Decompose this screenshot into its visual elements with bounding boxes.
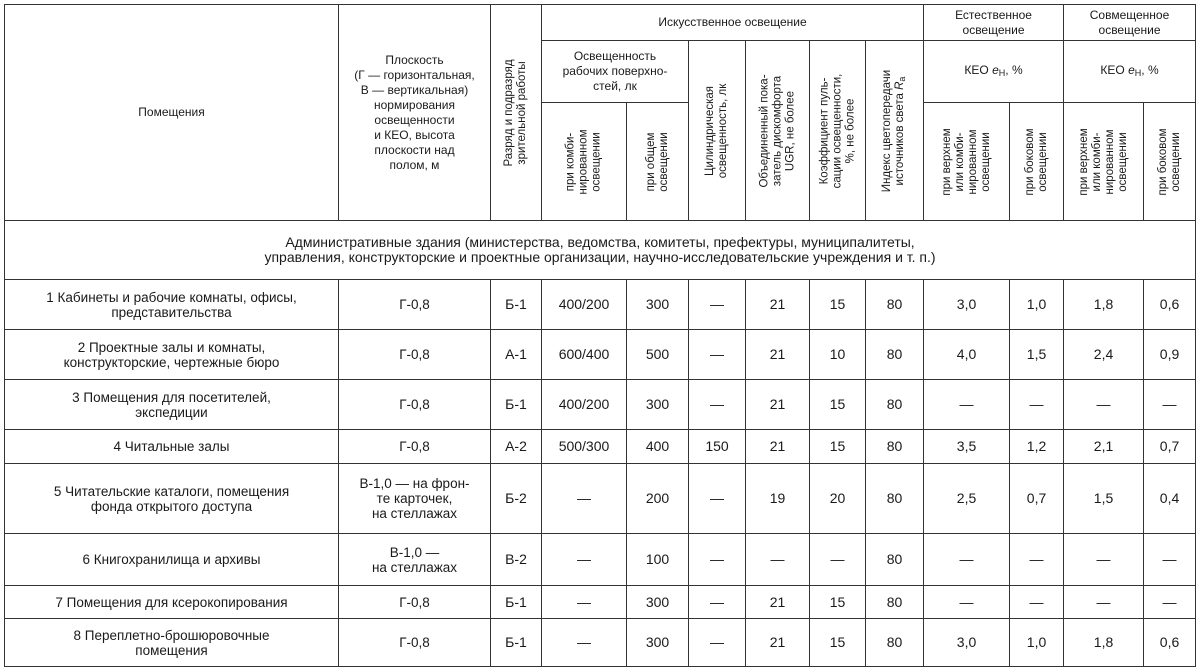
general-cell: 200 (627, 464, 689, 534)
mixed-top-cell: 2,1 (1064, 430, 1144, 464)
table-row (5, 464, 1196, 534)
pulsation-cell: 10 (810, 330, 866, 380)
mixed-top-cell: 1,8 (1064, 280, 1144, 330)
header-natural: Естественное освещение (924, 5, 1064, 41)
ugr-cell: 21 (746, 430, 810, 464)
cylindrical-cell: — (689, 619, 746, 667)
combined-cell: — (542, 534, 627, 586)
grade-cell: Б-1 (491, 586, 542, 619)
general-cell: 300 (627, 380, 689, 430)
natural-top-cell: 4,0 (924, 330, 1010, 380)
general-cell: 300 (627, 586, 689, 619)
mixed-top-cell: — (1064, 586, 1144, 619)
header-mixed-side: при боковом освещении (1144, 103, 1196, 221)
grade-cell: В-2 (491, 534, 542, 586)
natural-top-cell: 3,0 (924, 280, 1010, 330)
pulsation-cell: 15 (810, 280, 866, 330)
table-row (5, 586, 1196, 619)
header-natural-keo: КЕО $e_Н$, % (924, 41, 1064, 103)
header-ugr: Объединенный пока- затель дискомфорта UGR, не более (746, 41, 810, 221)
natural-side-cell: 1,0 (1010, 619, 1064, 667)
cri-cell: 80 (866, 619, 924, 667)
mixed-side-cell: — (1144, 534, 1196, 586)
natural-side-cell: — (1010, 380, 1064, 430)
combined-cell: — (542, 619, 627, 667)
ugr-cell: 21 (746, 280, 810, 330)
cri-cell: 80 (866, 330, 924, 380)
ugr-cell: — (746, 534, 810, 586)
table-row (5, 619, 1196, 667)
table-row (5, 280, 1196, 330)
mixed-side-cell: 0,9 (1144, 330, 1196, 380)
cri-cell: 80 (866, 586, 924, 619)
cri-cell: 80 (866, 430, 924, 464)
pulsation-cell: 20 (810, 464, 866, 534)
room-cell: 4 Читальные залы (5, 430, 339, 464)
cri-cell: 80 (866, 280, 924, 330)
pulsation-cell: 15 (810, 619, 866, 667)
mixed-side-cell: 0,6 (1144, 619, 1196, 667)
general-cell: 100 (627, 534, 689, 586)
natural-top-cell: 2,5 (924, 464, 1010, 534)
header-plane: Плоскость (Г — горизонтальная, В — вертикальная) нормирования освещенности и КЕО, высота плоскости над полом, м (339, 5, 491, 221)
plane-cell: Г-0,8 (339, 380, 491, 430)
mixed-top-cell: 2,4 (1064, 330, 1144, 380)
ugr-cell: 19 (746, 464, 810, 534)
pulsation-cell: 15 (810, 586, 866, 619)
combined-cell: 400/200 (542, 280, 627, 330)
table-row (5, 430, 1196, 464)
plane-cell: Г-0,8 (339, 619, 491, 667)
room-cell: 2 Проектные залы и комнаты, конструкторские, чертежные бюро (5, 330, 339, 380)
natural-top-cell: — (924, 534, 1010, 586)
mixed-side-cell: — (1144, 586, 1196, 619)
pulsation-cell: — (810, 534, 866, 586)
section-row (5, 221, 1196, 280)
mixed-top-cell: — (1064, 534, 1144, 586)
cri-cell: 80 (866, 380, 924, 430)
table-row (5, 534, 1196, 586)
header-rooms: Помещения (5, 5, 339, 221)
natural-top-cell: — (924, 586, 1010, 619)
room-cell: 1 Кабинеты и рабочие комнаты, офисы, представительства (5, 280, 339, 330)
general-cell: 300 (627, 280, 689, 330)
plane-cell: Г-0,8 (339, 280, 491, 330)
natural-top-cell: 3,0 (924, 619, 1010, 667)
plane-cell: В-1,0 — на стеллажах (339, 534, 491, 586)
combined-cell: — (542, 586, 627, 619)
header-natural-top: при верхнем или комби- нированном освещении (924, 103, 1010, 221)
header-grade: Разряд и подразряд зрительной работы (491, 5, 542, 221)
mixed-side-cell: 0,7 (1144, 430, 1196, 464)
mixed-top-cell: — (1064, 380, 1144, 430)
ugr-cell: 21 (746, 619, 810, 667)
general-cell: 400 (627, 430, 689, 464)
mixed-top-cell: 1,8 (1064, 619, 1144, 667)
cylindrical-cell: — (689, 380, 746, 430)
cri-cell: 80 (866, 534, 924, 586)
table-body (5, 5, 1196, 667)
header-pulsation: Коэффициент пуль- сации освещенности, %, не более (810, 41, 866, 221)
header-mixed: Совмещенное освещение (1064, 5, 1196, 41)
cylindrical-cell: — (689, 464, 746, 534)
cylindrical-cell: — (689, 330, 746, 380)
header-combined-system: при комби- нированном освещении (542, 103, 627, 221)
lighting-norms-table (4, 4, 1196, 667)
header-general-system: при общем освещении (627, 103, 689, 221)
grade-cell: Б-1 (491, 280, 542, 330)
header-illuminance: Освещенность рабочих поверхно- стей, лк (542, 41, 689, 103)
cylindrical-cell: — (689, 534, 746, 586)
grade-cell: Б-2 (491, 464, 542, 534)
general-cell: 300 (627, 619, 689, 667)
header-natural-side: при боковом освещении (1010, 103, 1064, 221)
section-title: Административные здания (министерства, ведомства, комитеты, префектуры, муниципалитеты, управления, конструкторские и проектные организации, научно-исследовательские учреждения и т. п.) (5, 221, 1196, 280)
room-cell: 3 Помещения для посетителей, экспедиции (5, 380, 339, 430)
natural-side-cell: — (1010, 534, 1064, 586)
table-row (5, 330, 1196, 380)
plane-cell: Г-0,8 (339, 586, 491, 619)
pulsation-cell: 15 (810, 430, 866, 464)
natural-side-cell: 1,0 (1010, 280, 1064, 330)
cri-cell: 80 (866, 464, 924, 534)
room-cell: 8 Переплетно-брошюровочные помещения (5, 619, 339, 667)
room-cell: 6 Книгохранилища и архивы (5, 534, 339, 586)
combined-cell: 600/400 (542, 330, 627, 380)
combined-cell: — (542, 464, 627, 534)
mixed-side-cell: — (1144, 380, 1196, 430)
mixed-side-cell: 0,4 (1144, 464, 1196, 534)
plane-cell: Г-0,8 (339, 430, 491, 464)
natural-side-cell: 0,7 (1010, 464, 1064, 534)
combined-cell: 400/200 (542, 380, 627, 430)
room-cell: 7 Помещения для ксерокопирования (5, 586, 339, 619)
grade-cell: Б-1 (491, 380, 542, 430)
plane-cell: В-1,0 — на фрон- те карточек, на стеллажах (339, 464, 491, 534)
natural-top-cell: — (924, 380, 1010, 430)
grade-cell: А-1 (491, 330, 542, 380)
grade-cell: Б-1 (491, 619, 542, 667)
cylindrical-cell: 150 (689, 430, 746, 464)
combined-cell: 500/300 (542, 430, 627, 464)
header-artificial: Искусственное освещение (542, 5, 924, 41)
mixed-top-cell: 1,5 (1064, 464, 1144, 534)
header-cri: Индекс цветопередачи источников света $R_a$ (866, 41, 924, 221)
ugr-cell: 21 (746, 330, 810, 380)
mixed-side-cell: 0,6 (1144, 280, 1196, 330)
natural-side-cell: 1,5 (1010, 330, 1064, 380)
header-mixed-top: при верхнем или комби- нированном освещении (1064, 103, 1144, 221)
plane-cell: Г-0,8 (339, 330, 491, 380)
cylindrical-cell: — (689, 280, 746, 330)
grade-cell: А-2 (491, 430, 542, 464)
header-row-1 (5, 5, 1196, 41)
natural-top-cell: 3,5 (924, 430, 1010, 464)
pulsation-cell: 15 (810, 380, 866, 430)
natural-side-cell: — (1010, 586, 1064, 619)
ugr-cell: 21 (746, 380, 810, 430)
header-cylindrical: Цилиндрическая освещенность, лк (689, 41, 746, 221)
room-cell: 5 Читательские каталоги, помещения фонда открытого доступа (5, 464, 339, 534)
general-cell: 500 (627, 330, 689, 380)
cylindrical-cell: — (689, 586, 746, 619)
ugr-cell: 21 (746, 586, 810, 619)
natural-side-cell: 1,2 (1010, 430, 1064, 464)
header-mixed-keo: КЕО $e_Н$, % (1064, 41, 1196, 103)
table-row (5, 380, 1196, 430)
